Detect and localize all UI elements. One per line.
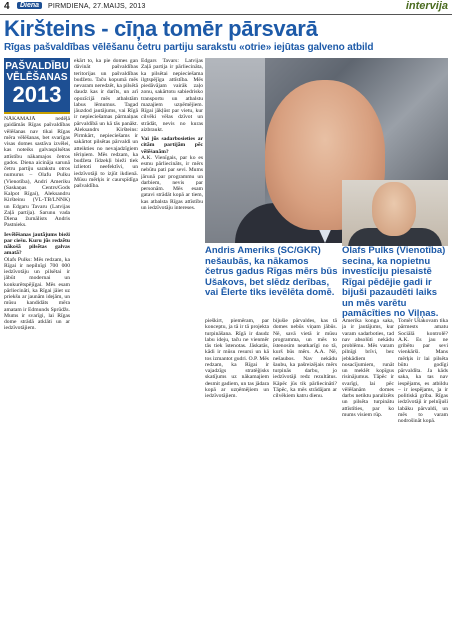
column-1 [4, 116, 70, 626]
column-3 [141, 58, 203, 626]
badge-line2: VĒLĒŠANAS [6, 72, 68, 83]
issue-date: PIRMDIENA, 27.MAIJS, 2013 [48, 3, 146, 10]
photo-caption-pulks: Olafs Pulks (Vienotība) secina, ka nopietnu investīciju piesaistē Rīgai pēdējie gadi ir bijuši pazaudēti laiks un mēs varētu pamācīties no Viļņas. [342, 245, 446, 319]
photo-caption-ameriks: Andris Ameriks (SC/GKR) nešaubās, ka nākamos četrus gadus Rīgas mērs būs Ušakovs, bet slēdz derības, vai Ēlerte tiks ievēlēta domē. [205, 245, 338, 298]
left-column [4, 58, 70, 626]
column-4-text: pieškirt, piemēram, par konceptu, ja tā ir tā projekta turpināšana. Rīgā ir daudz labu ideju, taču ne vienmēr tās tiek īstenotas. Jāskatās, kādi ir mūsu resursi un kā tos izmantot gudri. O.P. Mēs redzam, ka Rīgai ir vajadzīgs stratēģisks skatījums uz nākamajiem desmit gadiem, un tas jādara kopā ar uzņēmējiem un iedzīvotājiem. [205, 318, 269, 399]
column-6 [342, 318, 394, 626]
column-5-text: bijušie pārvaldes, kas tā domes nebūs viņam jābūs. Nē, savā vietā ir mūsu programma, un mēs to īstenosim neatkarīgi no tā, kurš būs mērs. A.A. Nē, nešaubos. Nav nekādu šaubu, ka pašreizējais mērs turpinās darbu, jo iedzīvotāji redz rezultātus. Kāpēc jūs tik pārliecināti? Tāpēc, ka mēs strādājam ar cilvēkiem katru dienu. [273, 318, 337, 399]
photo-pulks [342, 180, 448, 246]
column-5 [273, 318, 337, 626]
question-1: Ievēlēšanas jautājums bieži par ciešu. Kuru jūs redzētu nākošā pilsētas galvas amatā? [4, 231, 70, 257]
column-3-text: Edgars Tavars: Latvijas Zaļā partija ir pārliecināta, ka pilsētai nepieciešama ilgtspējīga attīstība. Mēs piedāvājam vairāk zaļo zonu, sakārtotu sabiedrisko transportu un atbalstu mazajiem uzņēmējiem. Rīgai jākļūst par vietu, kur cilvēki vēlas dzīvot un strādāt, nevis no kuras aizbraukt. [141, 58, 203, 133]
column-7 [398, 318, 448, 626]
intro-text: NĀKAMAJĀ nedēļā gaidāmās Rīgas pašvaldības vēlēšanas nav tikai Rīgas mēra vēlēšanas, bet svarīgas visas domes sastāva izvēlei, kas noteiks galvaspilsētas attīstību nākamajos četros gados. Diena aicināja sarunā četru partiju sarakstu otros numurus – Olafu Pulku (Vienotība), Andri Ameriku (Saskaņas Centrs/Gods Kalpot Rīgai), Aleksandru Kiršteinu (VL-TB/LNNK) un Edgaru Tavaru (Latvijas Zaļā partija). Sarunu vada Diena žurnālists Andris Pastnieks. [4, 116, 70, 229]
column-2-text: ekārt to, ka pie domes gan dāvināt pašvaldības teritorijas un pašvaldības budžetu. Taču kopumā mēs nevaram neredzēt, ka pilsētā daudz kas ir darīts, un arī opozīcijā mēs atbalstām labus lēmumus. Tagad jāuzdod jautājums, vai Rīgā ir nepieciešamas pārmaiņas pārvaldībā un kā tās panākt. Aleksandrs Kiršteins: Pirmkārt, nepieciešams ir sakārtot pilsētas pārvaldi un atteikties no nevajadzīgiem tēriņiem. Mēs redzam, ka budžeta līdzekļi bieži tiek izlietoti neefektīvi, un iedzīvotāji to izjūt ikdienā. Mūsu mērķis ir caurspīdīga pašvaldība. [74, 58, 138, 189]
badge-year: 2013 [12, 82, 62, 107]
column-4 [205, 318, 269, 626]
question-2: Vai jūs sadarbosieties ar citām partijām pēc vēlēšanām? [141, 136, 203, 155]
answer-2: A.K. Vienīgais, par ko es esmu pārliecināts, ir mērs nebūtu pati par sevi. Mums jārunā par programmu un darbiem, nevis par personām. Mēs esam gatavi strādāt kopā ar tiem, kas atbalsta Rīgas attīstību un iedzīvotāju intereses. [141, 154, 203, 211]
page-header [0, 0, 452, 15]
column-6-text: Amerika konga saka, ja ir jautājums, kur varam sadarboties, tad nav absolūti nekādu problēmu. Mēs varam pilnīgi brīvi, bez jebkādiem nosacījumiem, runāt un meklēt kopīgus risinājumus. Tāpēc ir svarīgi, lai pēc vēlēšanām domes darbs netiktu paralizēts un pilsēta turpinātu attīstīties, par ko mums visiem rūp. [342, 318, 394, 418]
article-title: Kiršteins - cīņa tomēr pārsvarā [4, 16, 318, 41]
newspaper-logo: Diena [17, 2, 42, 9]
column-7-text: Tomēr Ušakovam tika pārmests amatu Sociālā kontrolē? A.K. Es jau ne gribētu par sevi vienkārši. Mans mērķis ir lai pilsēta būtu godīgi pārvaldīta. Ja kāds saka, ka tas nav iespējams, es atbildu – ir iespējams, ja ir politiskā griba. Rīgas iedzīvotāji ir pelnījuši labāku pārvaldi, un mēs to varam nodrošināt kopā. [398, 318, 448, 424]
badge-line1: PAŠVALDĪBU [5, 61, 69, 72]
elections-badge [4, 58, 70, 114]
answer-1: Olafs Pulks: Mēs redzam, ka Rīgai ir nepilnīgi 700 000 iedzīvotāju un pilsētai ir jābūt modernai un konkurētspējīgai. Mēs esam pārliecināti, ka Rīgai jāiet uz priekšu ar jaunām idejām, un mūsu kandidāts mēra amatam ir Edmunds Sprūdžs. Mums ir svarīgi, lai Rīgas dome strādā atklāti un ar iedzīvotājiem. [4, 256, 70, 332]
column-2 [74, 58, 138, 626]
section-rubric: intervija [405, 0, 448, 12]
page-number: 4 [4, 1, 10, 12]
article-subtitle: Rīgas pašvaldības vēlēšanu četru partiju sarakstu «otrie» iejūtas galveno atbild [4, 42, 374, 53]
